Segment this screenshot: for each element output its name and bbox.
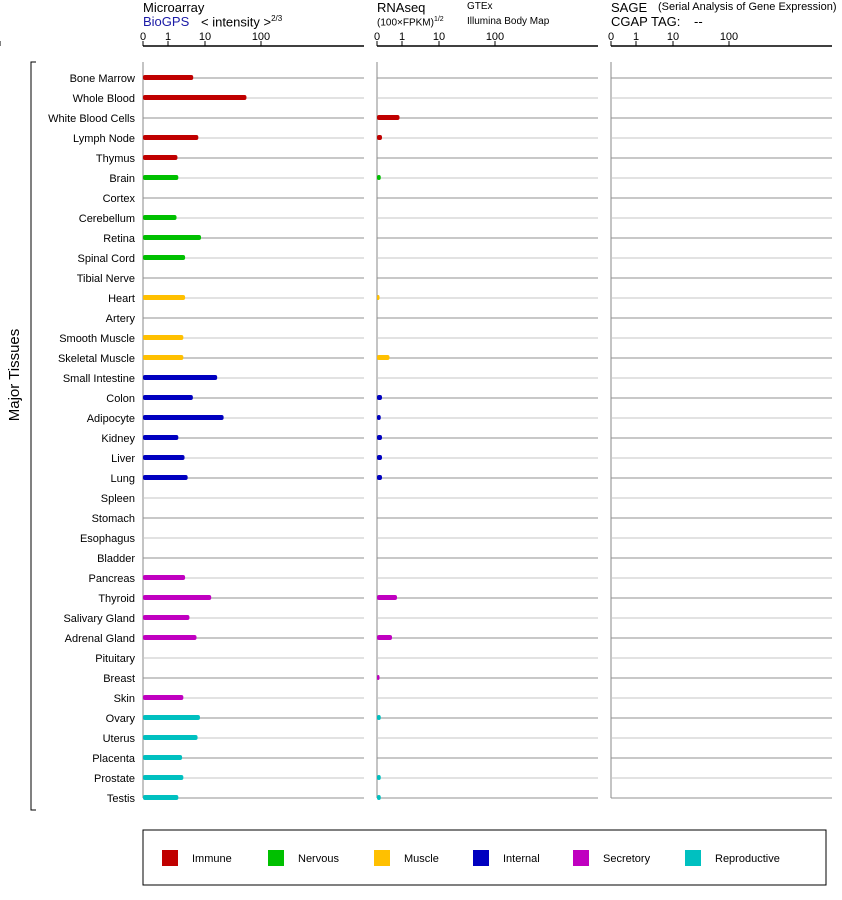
legend-label-immune: Immune — [192, 853, 232, 865]
microarray-bar — [143, 715, 200, 720]
microarray-bar — [143, 215, 177, 220]
microarray-bar — [143, 455, 185, 460]
y-axis-label: Major Tissues — [6, 328, 23, 422]
rnaseq-tick-label: 100 — [485, 31, 505, 43]
rnaseq-bar — [377, 295, 380, 300]
legend-swatch-secretory — [573, 850, 589, 866]
rnaseq-unit-exponent: 1/2 — [433, 16, 444, 23]
microarray-bar — [143, 395, 193, 400]
rnaseq-tick-label: 1 — [398, 31, 406, 43]
category-label: Skin — [113, 693, 135, 705]
category-label: White Blood Cells — [48, 113, 135, 125]
category-label: Lung — [110, 473, 135, 485]
category-label: Stomach — [91, 513, 135, 525]
category-label: Adipocyte — [86, 413, 135, 425]
microarray-bar — [143, 295, 185, 300]
category-label: Placenta — [92, 753, 135, 765]
microarray-bar — [143, 375, 217, 380]
microarray-bar — [143, 735, 198, 740]
rnaseq-bar — [377, 595, 397, 600]
rnaseq-bar — [377, 175, 381, 180]
microarray-title: Microarray — [143, 0, 205, 15]
category-label: Cortex — [102, 193, 135, 205]
microarray-bar — [143, 355, 183, 360]
microarray-bar — [143, 695, 183, 700]
sage-tick-label: 1 — [632, 31, 640, 43]
rnaseq-bar — [377, 775, 381, 780]
microarray-bar — [143, 95, 246, 100]
category-label: Thyroid — [98, 593, 135, 605]
category-label: Bone Marrow — [69, 73, 135, 85]
category-label: Retina — [103, 233, 135, 245]
rnaseq-source-illumina: Illumina Body Map — [467, 16, 550, 27]
category-label: Spinal Cord — [77, 253, 135, 265]
legend-swatch-muscle — [374, 850, 390, 866]
legend-swatch-nervous — [268, 850, 284, 866]
microarray-bar — [143, 755, 182, 760]
legend-label-reproductive: Reproductive — [715, 853, 780, 865]
sage-title: SAGE — [611, 0, 648, 15]
category-label: Ovary — [105, 713, 135, 725]
rnaseq-source-gtex: GTEx — [467, 1, 493, 12]
rnaseq-bar — [377, 675, 380, 680]
category-label: Artery — [105, 313, 135, 325]
category-label: Prostate — [94, 773, 135, 785]
microarray-bar — [143, 175, 178, 180]
sage-tick-label: 100 — [719, 31, 739, 43]
microarray-bar — [143, 135, 198, 140]
microarray-bar — [143, 795, 178, 800]
microarray-tick-label: 10 — [198, 31, 212, 43]
rnaseq-bar — [377, 635, 392, 640]
rnaseq-title: RNAseq — [377, 0, 426, 15]
category-label: Lymph Node — [73, 133, 135, 145]
tissue-bracket — [31, 62, 36, 810]
microarray-bar — [143, 635, 197, 640]
category-label: Skeletal Muscle — [57, 353, 135, 365]
category-label: Thymus — [95, 153, 135, 165]
rnaseq-bar — [377, 795, 381, 800]
category-label: Pancreas — [88, 573, 135, 585]
rnaseq-bar — [377, 135, 382, 140]
rnaseq-bar — [377, 435, 382, 440]
legend-label-secretory: Secretory — [603, 853, 651, 865]
category-label: Liver — [111, 453, 135, 465]
category-label: Kidney — [101, 433, 135, 445]
category-label: Tibial Nerve — [76, 273, 135, 285]
microarray-bar — [143, 415, 224, 420]
category-label: Uterus — [102, 733, 135, 745]
microarray-bar — [143, 475, 188, 480]
microarray-bar — [143, 615, 189, 620]
legend-swatch-internal — [473, 850, 489, 866]
microarray-tick-label: 100 — [251, 31, 271, 43]
rnaseq-unit-text: (100×FPKM) — [377, 17, 434, 29]
rnaseq-bar — [377, 115, 400, 120]
microarray-bar — [143, 435, 178, 440]
rnaseq-bar — [377, 475, 382, 480]
microarray-bar — [143, 235, 201, 240]
category-label: Salivary Gland — [63, 613, 135, 625]
microarray-tick-label: 1 — [164, 31, 172, 43]
rnaseq-tick-label: 0 — [373, 31, 381, 43]
legend-swatch-reproductive — [685, 850, 701, 866]
category-label: Cerebellum — [78, 213, 135, 225]
category-label: Smooth Muscle — [59, 333, 135, 345]
rnaseq-bar — [377, 715, 381, 720]
category-label: Pituitary — [95, 653, 135, 665]
microarray-source: BioGPS — [143, 14, 190, 29]
rnaseq-tick-label: 10 — [432, 31, 446, 43]
legend-label-muscle: Muscle — [404, 853, 439, 865]
microarray-unit-text: < intensity > — [201, 14, 272, 30]
legend-label-internal: Internal — [503, 853, 540, 865]
microarray-unit-exponent: 2/3 — [271, 14, 283, 23]
sage-tag-value: -- — [694, 14, 703, 29]
microarray-bar — [143, 575, 185, 580]
rnaseq-bar — [377, 415, 381, 420]
microarray-bar — [143, 255, 185, 260]
sage-tick-label: 10 — [666, 31, 680, 43]
category-label: Esophagus — [79, 533, 135, 545]
category-label: Heart — [108, 293, 135, 305]
microarray-tick-label: 0 — [139, 31, 147, 43]
rnaseq-bar — [377, 355, 390, 360]
microarray-bar — [143, 775, 183, 780]
category-label: Testis — [106, 793, 135, 805]
legend-label-nervous: Nervous — [298, 853, 339, 865]
sage-tick-label: 0 — [607, 31, 615, 43]
microarray-bar — [143, 75, 193, 80]
sage-tag-label: CGAP TAG: — [611, 14, 681, 29]
category-label: Whole Blood — [72, 93, 135, 105]
microarray-bar — [143, 155, 177, 160]
microarray-bar — [143, 335, 183, 340]
microarray-bar — [143, 595, 211, 600]
category-label: Adrenal Gland — [64, 633, 135, 645]
category-label: Colon — [106, 393, 135, 405]
category-label: Bladder — [97, 553, 135, 565]
sage-subtitle: (Serial Analysis of Gene Expression) — [658, 1, 837, 13]
category-label: Small Intestine — [62, 373, 135, 385]
category-label: Spleen — [100, 493, 135, 505]
legend-swatch-immune — [162, 850, 178, 866]
category-label: Breast — [103, 673, 135, 685]
category-label: Brain — [109, 173, 135, 185]
rnaseq-bar — [377, 395, 382, 400]
rnaseq-bar — [377, 455, 382, 460]
